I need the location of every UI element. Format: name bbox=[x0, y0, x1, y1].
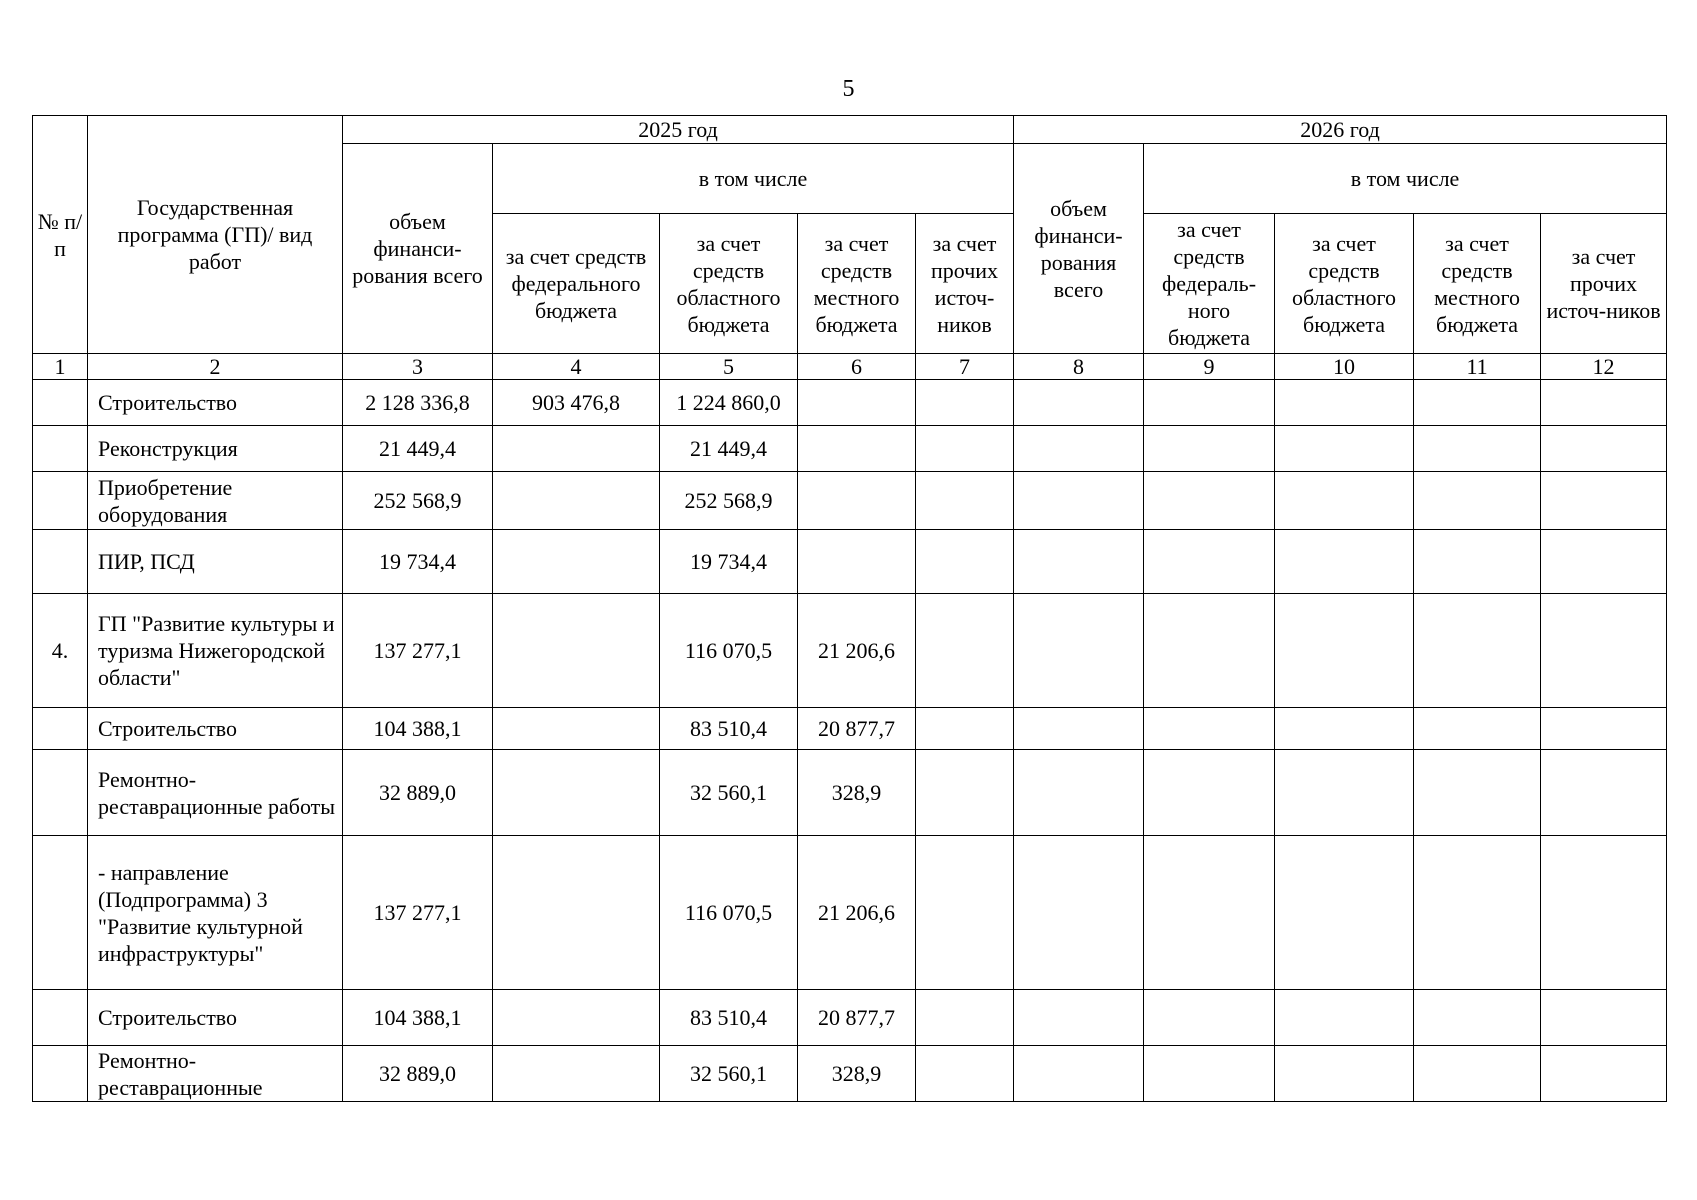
row-total-2026 bbox=[1014, 426, 1144, 472]
table-row bbox=[33, 380, 1667, 426]
row-local-2026 bbox=[1414, 530, 1541, 594]
row-total-2025: 137 277,1 bbox=[343, 836, 493, 990]
row-federal-2026 bbox=[1144, 836, 1275, 990]
row-federal-2025 bbox=[493, 750, 660, 836]
row-other-2025 bbox=[916, 836, 1014, 990]
row-local-2025 bbox=[798, 426, 916, 472]
row-num bbox=[33, 426, 88, 472]
row-local-2025: 20 877,7 bbox=[798, 708, 916, 750]
col-number: 4 bbox=[493, 354, 660, 380]
row-regional-2026 bbox=[1275, 708, 1414, 750]
row-local-2026 bbox=[1414, 990, 1541, 1046]
row-total-2025: 2 128 336,8 bbox=[343, 380, 493, 426]
col-number: 5 bbox=[660, 354, 798, 380]
col-number: 9 bbox=[1144, 354, 1275, 380]
row-other-2025 bbox=[916, 426, 1014, 472]
row-regional-2025: 21 449,4 bbox=[660, 426, 798, 472]
row-local-2025: 21 206,6 bbox=[798, 836, 916, 990]
header-local-2026: за счет средств местного бюджета bbox=[1414, 214, 1541, 354]
row-total-2026 bbox=[1014, 530, 1144, 594]
row-other-2025 bbox=[916, 530, 1014, 594]
row-local-2026 bbox=[1414, 836, 1541, 990]
row-num bbox=[33, 750, 88, 836]
row-num bbox=[33, 1046, 88, 1102]
row-federal-2026 bbox=[1144, 708, 1275, 750]
row-other-2026 bbox=[1541, 530, 1667, 594]
row-total-2026 bbox=[1014, 990, 1144, 1046]
header-federal-2025: за счет средств федерального бюджета bbox=[493, 214, 660, 354]
header-year-2026: 2026 год bbox=[1014, 116, 1667, 144]
row-local-2025 bbox=[798, 530, 916, 594]
row-name: Строительство bbox=[88, 380, 343, 426]
row-local-2025: 328,9 bbox=[798, 750, 916, 836]
row-total-2026 bbox=[1014, 836, 1144, 990]
col-number: 3 bbox=[343, 354, 493, 380]
row-federal-2025 bbox=[493, 426, 660, 472]
row-federal-2025 bbox=[493, 990, 660, 1046]
row-name: ПИР, ПСД bbox=[88, 530, 343, 594]
row-federal-2026 bbox=[1144, 990, 1275, 1046]
row-regional-2025: 116 070,5 bbox=[660, 836, 798, 990]
row-other-2026 bbox=[1541, 750, 1667, 836]
row-federal-2025 bbox=[493, 472, 660, 530]
col-number: 12 bbox=[1541, 354, 1667, 380]
col-number: 2 bbox=[88, 354, 343, 380]
row-other-2025 bbox=[916, 708, 1014, 750]
row-federal-2026 bbox=[1144, 472, 1275, 530]
row-name: - направление (Подпрограмма) 3 "Развитие культурной инфраструктуры" bbox=[88, 836, 343, 990]
row-regional-2025: 83 510,4 bbox=[660, 708, 798, 750]
row-total-2026 bbox=[1014, 380, 1144, 426]
col-number: 10 bbox=[1275, 354, 1414, 380]
row-name: Ремонтно-реставрационные bbox=[88, 1046, 343, 1102]
row-federal-2025 bbox=[493, 530, 660, 594]
col-number: 7 bbox=[916, 354, 1014, 380]
row-regional-2026 bbox=[1275, 426, 1414, 472]
row-total-2025: 137 277,1 bbox=[343, 594, 493, 708]
row-federal-2025 bbox=[493, 708, 660, 750]
row-regional-2026 bbox=[1275, 594, 1414, 708]
col-number: 8 bbox=[1014, 354, 1144, 380]
row-other-2026 bbox=[1541, 472, 1667, 530]
row-local-2025 bbox=[798, 380, 916, 426]
row-regional-2025: 19 734,4 bbox=[660, 530, 798, 594]
row-federal-2026 bbox=[1144, 1046, 1275, 1102]
row-name: Строительство bbox=[88, 990, 343, 1046]
row-local-2025: 328,9 bbox=[798, 1046, 916, 1102]
row-local-2026 bbox=[1414, 1046, 1541, 1102]
row-local-2026 bbox=[1414, 472, 1541, 530]
row-total-2026 bbox=[1014, 750, 1144, 836]
header-program: Государственная программа (ГП)/ вид работ bbox=[88, 116, 343, 354]
row-other-2026 bbox=[1541, 836, 1667, 990]
row-federal-2026 bbox=[1144, 426, 1275, 472]
row-other-2026 bbox=[1541, 708, 1667, 750]
row-federal-2026 bbox=[1144, 594, 1275, 708]
row-other-2026 bbox=[1541, 380, 1667, 426]
row-local-2026 bbox=[1414, 380, 1541, 426]
row-total-2025: 32 889,0 bbox=[343, 750, 493, 836]
page-number: 5 bbox=[842, 76, 855, 102]
table-row bbox=[33, 530, 1667, 594]
row-regional-2026 bbox=[1275, 380, 1414, 426]
table-row bbox=[33, 990, 1667, 1046]
row-total-2026 bbox=[1014, 472, 1144, 530]
row-total-2025: 104 388,1 bbox=[343, 708, 493, 750]
row-regional-2025: 83 510,4 bbox=[660, 990, 798, 1046]
table-row bbox=[33, 836, 1667, 990]
header-including-2025: в том числе bbox=[493, 144, 1014, 214]
row-other-2025 bbox=[916, 380, 1014, 426]
row-other-2026 bbox=[1541, 1046, 1667, 1102]
row-num bbox=[33, 708, 88, 750]
row-total-2026 bbox=[1014, 708, 1144, 750]
row-other-2025 bbox=[916, 594, 1014, 708]
table-row bbox=[33, 426, 1667, 472]
table-row bbox=[33, 708, 1667, 750]
row-total-2025: 252 568,9 bbox=[343, 472, 493, 530]
col-number: 1 bbox=[33, 354, 88, 380]
budget-table bbox=[32, 115, 1667, 1102]
row-other-2026 bbox=[1541, 426, 1667, 472]
row-num bbox=[33, 836, 88, 990]
table-row bbox=[33, 750, 1667, 836]
header-num: № п/п bbox=[33, 116, 88, 354]
header-other-2026: за счет прочих источ-ников bbox=[1541, 214, 1667, 354]
row-regional-2026 bbox=[1275, 472, 1414, 530]
row-local-2026 bbox=[1414, 708, 1541, 750]
row-other-2025 bbox=[916, 1046, 1014, 1102]
row-local-2025 bbox=[798, 472, 916, 530]
row-num bbox=[33, 990, 88, 1046]
row-local-2026 bbox=[1414, 594, 1541, 708]
header-year-2025: 2025 год bbox=[343, 116, 1014, 144]
row-other-2025 bbox=[916, 750, 1014, 836]
row-total-2025: 32 889,0 bbox=[343, 1046, 493, 1102]
row-regional-2025: 252 568,9 bbox=[660, 472, 798, 530]
row-num bbox=[33, 472, 88, 530]
row-name: Приобретение оборудования bbox=[88, 472, 343, 530]
row-regional-2025: 1 224 860,0 bbox=[660, 380, 798, 426]
row-federal-2026 bbox=[1144, 380, 1275, 426]
header-total-2026: объем финанси-рования всего bbox=[1014, 144, 1144, 354]
row-local-2025: 20 877,7 bbox=[798, 990, 916, 1046]
row-regional-2026 bbox=[1275, 1046, 1414, 1102]
table-row bbox=[33, 594, 1667, 708]
row-total-2025: 104 388,1 bbox=[343, 990, 493, 1046]
row-total-2026 bbox=[1014, 594, 1144, 708]
row-regional-2026 bbox=[1275, 530, 1414, 594]
row-name: Реконструкция bbox=[88, 426, 343, 472]
row-other-2025 bbox=[916, 472, 1014, 530]
row-num bbox=[33, 530, 88, 594]
row-other-2026 bbox=[1541, 594, 1667, 708]
row-num bbox=[33, 380, 88, 426]
row-total-2025: 19 734,4 bbox=[343, 530, 493, 594]
row-federal-2025 bbox=[493, 594, 660, 708]
row-local-2025: 21 206,6 bbox=[798, 594, 916, 708]
header-regional-2026: за счет средств областного бюджета bbox=[1275, 214, 1414, 354]
row-local-2026 bbox=[1414, 750, 1541, 836]
row-federal-2026 bbox=[1144, 750, 1275, 836]
row-regional-2025: 32 560,1 bbox=[660, 750, 798, 836]
row-federal-2025: 903 476,8 bbox=[493, 380, 660, 426]
header-federal-2026: за счет средств федераль-ного бюджета bbox=[1144, 214, 1275, 354]
row-local-2026 bbox=[1414, 426, 1541, 472]
row-name: Ремонтно-реставрационные работы bbox=[88, 750, 343, 836]
row-federal-2025 bbox=[493, 1046, 660, 1102]
row-regional-2026 bbox=[1275, 750, 1414, 836]
row-regional-2025: 116 070,5 bbox=[660, 594, 798, 708]
table-row bbox=[33, 472, 1667, 530]
row-num: 4. bbox=[33, 594, 88, 708]
header-other-2025: за счет прочих источ-ников bbox=[916, 214, 1014, 354]
row-regional-2026 bbox=[1275, 990, 1414, 1046]
row-total-2026 bbox=[1014, 1046, 1144, 1102]
header-local-2025: за счет средств местного бюджета bbox=[798, 214, 916, 354]
row-name: Строительство bbox=[88, 708, 343, 750]
row-other-2025 bbox=[916, 990, 1014, 1046]
table-row bbox=[33, 1046, 1667, 1102]
row-federal-2026 bbox=[1144, 530, 1275, 594]
row-name: ГП "Развитие культуры и туризма Нижегородской области" bbox=[88, 594, 343, 708]
col-number: 11 bbox=[1414, 354, 1541, 380]
header-including-2026: в том числе bbox=[1144, 144, 1667, 214]
row-total-2025: 21 449,4 bbox=[343, 426, 493, 472]
row-regional-2026 bbox=[1275, 836, 1414, 990]
header-total-2025: объем финанси-рования всего bbox=[343, 144, 493, 354]
col-number: 6 bbox=[798, 354, 916, 380]
row-other-2026 bbox=[1541, 990, 1667, 1046]
row-regional-2025: 32 560,1 bbox=[660, 1046, 798, 1102]
row-federal-2025 bbox=[493, 836, 660, 990]
header-regional-2025: за счет средств областного бюджета bbox=[660, 214, 798, 354]
